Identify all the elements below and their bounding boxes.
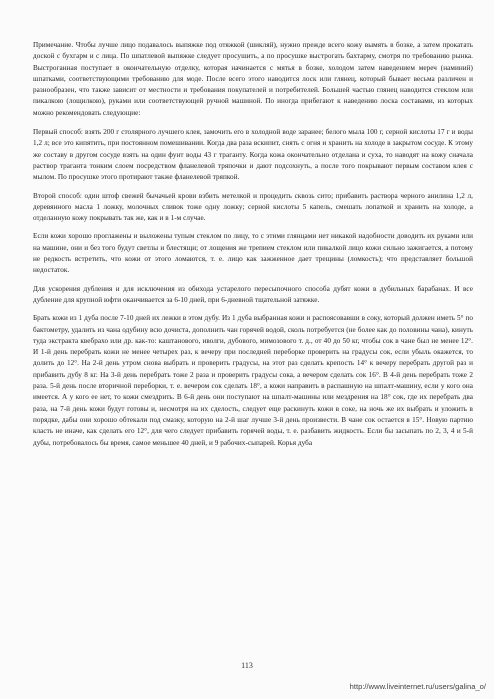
paragraph-polishing: Если кожи хорошо проглажены и выложены тупым стеклом по лицу, то с этими глянцами нет никакой надобности доводить их руками или на машине, они и без того будут светлы и блестящи; от лощения же трепием стеклом или пикалкой лицо кожи сильно зажигается, а потому не редкость встретить, что кожи от этого ломаются, т. е. лицо как зажженное дает трещины (ломкость); что представляет большой недостаток. <box>33 232 473 275</box>
page-number: 113 <box>241 661 253 670</box>
paragraph-note: Примечание. Чтобы лучше лицо подавалось выпяжке под отяжкой (шикляй), нужно прежде всего кожу вымять в бозке, а затем прокатать доской с бухгарм и с лица. По шпатлевой выпяжке следует просушить, а по просушке выстрогать бахтарму, смотря по требованию рынка. Выстроганная поступает в окончательную отделку, которая начинается с мятья в бозке, холодом затем наведением мереч (наминий) шпатками, соответствующими требованию для моде. После всего этого наводится лоск или глянец, который бывает весьма различен и разнообразен, что также зависит от местности и требования покупателей и потребителей. Большей частью глянец наводится стеклом или пикалкою (лощилкою), руками или соответствующей ручной машиной. По иногда прибегают к наведению лоска составами, из которых можно рекомендовать следующие: <box>33 41 473 117</box>
paragraph-procedure: Брать кожи из 1 дуба после 7-10 дней их лежки в этом дубу. Из 1 дуба выбранная кожи и распоясовавши в соку, который должен иметь 5° по бактометру, удалить из чана одубину всю дочиста, дополнить чан горячей водой, сколь потребуется (не более как до половины чана), кинуть туда экстракта квебрахо или др. как-то: каштанового, иволги, дубового, мимозового т. д., от 40 до 50 кг, чтобы сок в чане был не менее 12°. И 1-й день перебрать кожи не менее четырех раз, к вечеру при последней переборке проверить на градусы сок, если убыль окажется, то долить до 12°. На 2-й день утром снова выбрать и проверить градусы, на этот раз сделать крепость 14° к вечеру перебрать другой раз и прибавить дубу 8 кг. На 3-й день перебрать тоже 2 раза и проверить градусы сока, а вечером сделать сок 16°. В 4-й день перебрать тоже 2 раза. 5-й день после вторичной переборки, т. е. вечером сок сделать 18°, а кожи направить в распашную на шпалт-машину, если у кого она имеется. А у кого ее нет, то кожи смездрить. В 6-й день они поступают на шпалт-машины или мездрения на 18° сок, где их перебрать два раза, на 7-й день кожи будут готовы и, несмотря на их сделость, следует еще раскинуть кожи в соке, на ночь же их выбрать и уложить в порядке, дабы они хорошо обтекали под смазку, которую на 2-й шаг лучше 3-й день произвести. В чане сок остается в 15°. Новую партию класть не иначе, как сделать его 12°, для чего следует прибавить горячей воды, т. е. разбавить жидкость. Если бы засыпать по 2, 3, 4 и 5-й дубы, потребовалось бы время, самое меньшее 40 дней, и 9 рабочих-сыпарей. Корья дуба <box>33 314 473 447</box>
paragraph-method-two: Второй способ: один штоф свежей бычачьей крови взбить метелкой и процедить сквозь сито; прибавить раствора черного анилина 1,2 л, деревянного масла 1 ложку, молочных сливок тоже одну ложку; серной кислоты 5 капель, смешать лопаткой и хранить на холоде, а отделанную кожу покрывать так же, как и в 1-м случае. <box>33 191 473 223</box>
watermark-url: http://www.liveinternet.ru/users/galina_o/ <box>349 682 486 691</box>
paragraph-drum-tanning: Для ускорения дубления и для исключения из обихода устарелого пересыпочного способа дубят кожи в дубильных барабанах. И все дубление для крупной юфти оканчивается за 6-10 дней, при 6-дневной тщательной затяжке. <box>33 284 473 304</box>
paragraph-method-one: Первый способ: взять 200 г столярного лучшего клея, замочить его в холодной воде заранее; белого мыла 100 г, серной кислоты 17 г и воды 1,2 л; все это кипятить, при постоянном помешивании. Когда два раза вскипит, снять с огня и хранить на холоде в закрытом сосуде. К этому же составу в другом сосуде взять на один фунт воды 43 г траганту. Когда кожа окончательно отделана и суха, то наводят на кожу сначала раствор траганта тонким слоем посредством фланелевой тряпочки и дают подсохнуть, а после того покрывают первым составом клея с мылом. По просушке этого протирают также фланелевой тряпкой. <box>33 128 473 182</box>
page-body <box>33 40 473 456</box>
